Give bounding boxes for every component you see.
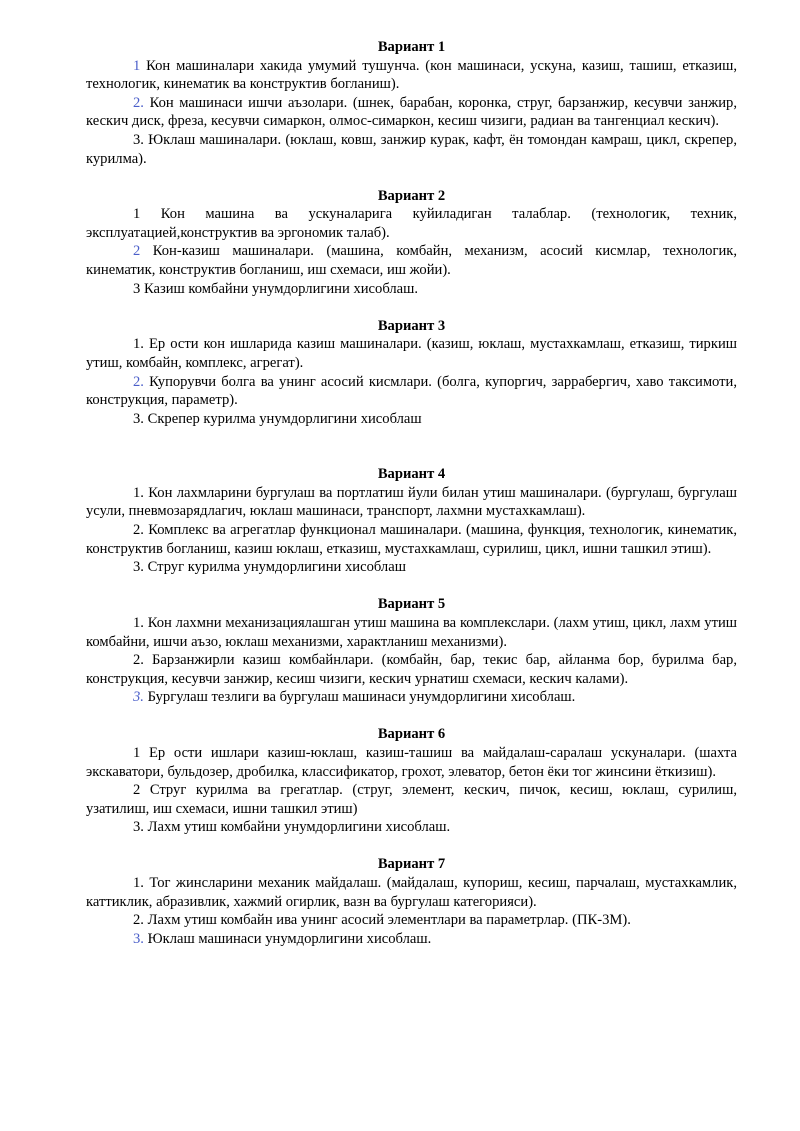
question-item (86, 242, 737, 279)
item-number: 3 (133, 280, 141, 297)
variant-1 (86, 38, 737, 168)
variant-title: Вариант 5 (377, 596, 446, 613)
item-text: Кон машинаси ишчи аъзолари. (шнек, барабан, коронка, струг, барзанжир, кесувчи занжир, кескич диск, фреза, кесувчи симаркон, олмос-симаркон, кесиш чизиги, радиан ва тангенциал кескич). (86, 94, 737, 130)
question-item (86, 911, 737, 930)
item-number: 2. (133, 373, 144, 390)
item-text: Купорувчи болга ва унинг асосий кисмлари. (болга, купоргич, заррабергич, хаво таксимоти, конструкция, параметр). (86, 373, 737, 409)
item-text: Ер ости кон ишларида казиш машиналари. (казиш, юклаш, мустахкамлаш, етказиш, тиркиш утиш, комбайн, комплекс, агрегат). (86, 336, 737, 371)
item-text: Кон лахмларини бургулаш ва портлатиш йули билан утиш машиналари. (бургулаш, бургулаш усули, пневмозарядлагич, юклаш машинаси, транспорт, лахмни мустахкамлаш). (86, 484, 737, 520)
item-number: 2 (133, 782, 141, 799)
item-number: 2. (133, 912, 144, 929)
question-item (86, 484, 737, 521)
variant-2 (86, 187, 737, 299)
question-item (86, 280, 737, 299)
item-text: Кон машиналари хакида умумий тушунча. (кон машинаси, ускуна, казиш, ташиш, етказиш, технологик, кинематик ва конструктив богланиш). (86, 57, 737, 93)
variant-5 (86, 595, 737, 707)
item-text: Казиш комбайни унумдорлигини хисоблаш. (140, 280, 419, 297)
item-number: 1 (133, 57, 141, 74)
item-text: Лахм утиш комбайни унумдорлигини хисоблаш. (143, 819, 451, 836)
item-number: 3. (133, 410, 144, 427)
item-text: Тог жинсларини механик майдалаш. (майдалаш, купориш, кесиш, парчалаш, мустахкамлик, каттиклик, абразивлик, хажмий огирлик, вазн ва бургулаш категорияси). (86, 875, 737, 910)
item-text: Бургулаш тезлиги ва бургулаш машинаси унумдорлигини хисоблаш. (143, 689, 576, 706)
variant-6 (86, 725, 737, 837)
item-text: Барзанжирли казиш комбайнлари. (комбайн, бар, текис бар, айланма бор, бурилма бар, конструкция, кесувчи занжир, кесиш чизиги, кескич урнатиш схемаси, кескич калами). (86, 652, 737, 687)
question-item (86, 131, 737, 168)
question-item (86, 818, 737, 837)
document-page (86, 38, 737, 967)
question-item (86, 614, 737, 651)
item-number: 2. (133, 94, 144, 111)
question-item (86, 521, 737, 558)
question-item (86, 744, 737, 781)
question-item (86, 410, 737, 429)
item-text: Струг курилма ва грегатлар. (струг, элемент, кескич, пичок, кесиш, юклаш, сурилиш, узатилиш, иш схемаси, ишни ташкил этиш) (86, 782, 737, 817)
variant-title: Вариант 2 (377, 187, 446, 204)
item-text: Кон машина ва ускуналарига куйиладиган талаблар. (технологик, техник, эксплуатацией,конструктив ва эргономик талаб). (86, 206, 737, 241)
question-item (86, 688, 737, 707)
variant-title: Вариант 4 (377, 466, 446, 483)
item-number: 2. (133, 652, 144, 669)
item-text: Юклаш машинаси унумдорлигини хисоблаш. (143, 930, 432, 947)
item-number: 1. (133, 614, 144, 631)
variant-title: Вариант 3 (377, 317, 446, 334)
item-number: 3. (133, 689, 144, 706)
item-number: 3. (133, 559, 144, 576)
question-item (86, 335, 737, 372)
item-number: 3. (133, 930, 144, 947)
variant-3 (86, 317, 737, 429)
variant-7 (86, 855, 737, 948)
question-item (86, 57, 737, 94)
question-item (86, 205, 737, 242)
variant-title: Вариант 1 (377, 39, 446, 55)
question-item (86, 874, 737, 911)
item-number: 1. (133, 336, 144, 353)
item-text: Лахм утиш комбайн ива унинг асосий элементлари ва параметрлар. (ПК-3М). (143, 912, 631, 929)
item-text: Ер ости ишлари казиш-юклаш, казиш-ташиш ва майдалаш-саралаш ускуналари. (шахта экскаватори, бульдозер, дробилка, классификатор, грохот, элеватор, бетон ёки тог жинсини ёткизиш). (86, 745, 737, 780)
item-text: Кон лахмни механизациялашган утиш машина ва комплекслари. (лахм утиш, цикл, лахм утиш комбайни, ишчи аъзо, юклаш механизми, характланиш механизми). (86, 614, 737, 650)
question-item (86, 94, 737, 131)
item-text: Комплекс ва агрегатлар функционал машиналари. (машина, функция, технологик, кинематик, конструктив богланиш, казиш юклаш, етказиш, мустахкамлаш, сурилиш, цикл, ишни ташкил этиш). (86, 522, 737, 557)
item-number: 3. (133, 819, 144, 836)
question-item (86, 930, 737, 949)
variant-title: Вариант 7 (377, 856, 446, 873)
item-number: 2 (133, 243, 141, 260)
item-number: 1 (133, 745, 141, 761)
item-number: 1. (133, 484, 144, 501)
item-number: 1 (133, 206, 141, 223)
question-item (86, 651, 737, 688)
item-text: Кон-казиш машиналари. (машина, комбайн, механизм, асосий кисмлар, технологик, кинематик, конструктив богланиш, иш схемаси, иш жойи). (86, 243, 737, 279)
question-item (86, 781, 737, 818)
item-number: 1. (133, 875, 144, 892)
item-text: Юклаш машиналари. (юклаш, ковш, занжир курак, кафт, ён томондан камраш, цикл, скрепер, курилма). (86, 131, 737, 167)
variant-title: Вариант 6 (377, 726, 446, 743)
item-number: 2. (133, 522, 144, 539)
question-item (86, 558, 737, 577)
variant-4 (86, 465, 737, 577)
item-number: 3. (133, 131, 144, 148)
item-text: Скрепер курилма унумдорлигини хисоблаш (143, 410, 422, 427)
item-text: Струг курилма унумдорлигини хисоблаш (143, 559, 406, 576)
question-item (86, 373, 737, 410)
